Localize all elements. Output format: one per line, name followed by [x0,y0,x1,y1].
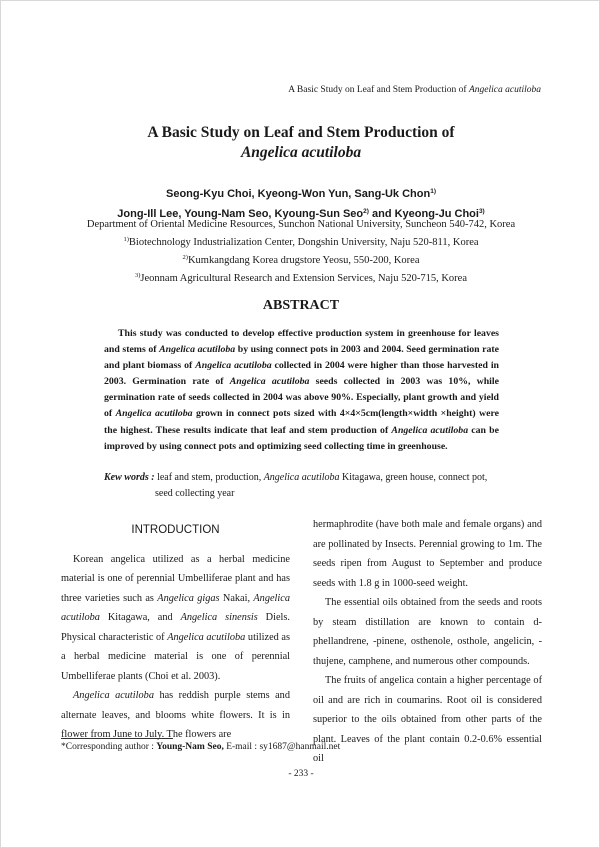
running-head: A Basic Study on Leaf and Stem Production of Angelica acutiloba [288,85,541,95]
affiliations [1,217,600,286]
keywords-line-2: seed collecting year [155,488,235,499]
corresponding-author-footnote: *Corresponding author : Young-Nam Seo, E-mail : sy1687@hanmail.net [61,742,341,752]
keywords-line-1: Kew words : leaf and stem, production, Angelica acutiloba Kitagawa, green house, connect pot, [104,472,488,483]
intro-paragraph-4: The fruits of angelica contain a higher percentage of oil and are rich in coumarins. Root oil is considered superior to the oils obtained from other parts of the plant. Leaves of the plant contain 0.2-0.6% essential oil [313,675,542,764]
affiliation-1: $^{1)}$Biotechnology Industrialization Center, Dongshin University, Naju 520-811, Korea [123,236,479,248]
intro-paragraph-1: Korean angelica utilized as a herbal medicine material is one of perennial Umbelliferae plant and has three varieties such as Angelica gigas Nakai, Angelica acutiloba Kitagawa, and Angelica sinensis Diels. Physical characteristic of Angelica acutiloba utilized as a herbal medicine material is one of perennial Umbelliferae plants (Choi et al. 2003). [61,553,290,682]
affiliation-3: $^{3)}$Jeonnam Agricultural Research and Extension Services, Naju 520-715, Korea [135,272,467,284]
abstract-heading: ABSTRACT [262,298,340,313]
author-line-2: Jong-Ill Lee, Young-Nam Seo, Kyoung-Sun Seo$^{2)}$ and Kyeong-Ju Choi$^{3)}$ [117,208,485,220]
section-heading-introduction: INTRODUCTION [131,524,220,536]
body-column-left [61,515,290,745]
footnote-rule [61,738,173,739]
page-number: - 233 - [288,769,314,779]
keywords [104,470,524,502]
running-head-species: Angelica acutiloba [468,85,541,95]
body-column-right [313,515,542,769]
author-line-1: Seong-Kyu Choi, Kyeong-Won Yun, Sang-Uk Chon$^{1)}$ [166,188,436,200]
keywords-label: Kew words : [104,472,155,483]
intro-paragraph-2: Angelica acutiloba has reddish purple stems and alternate leaves, and blooms white flowers. It is in flower from June to July. The flowers are [61,690,290,740]
abstract-body: This study was conducted to develop effective production system in greenhouse for leaves and stems of Angelica acutiloba by using connect pots in 2003 and 2004. Seed germination rate and plant biomass of Angelica acutiloba collected in 2004 were higher than those harvested in 2003. Germination rate of Angelica acutiloba seeds collected in 2003 was 10%, while germination rate of seeds collected in 2004 was above 90%. Especially, plant growth and yield of Angelica acutiloba grown in connect pots sized with 4×4×5cm(length×width ×height) were the highest. These results indicate that leaf and stem production of Angelica acutiloba can be improved by using connect pots and optimizing seed collecting time in greenhouse. [104,328,499,452]
paper-title [1,123,600,163]
affiliation-2: $^{2)}$Kumkangdang Korea drugstore Yeosu, 550-200, Korea [182,254,420,266]
intro-paragraph-2-cont: hermaphrodite (have both male and female organs) and are pollinated by Insects. Perennial growing to 1m. The seeds ripen from August to September and produce seeds with 1.8 g in 1000-seed weight. [313,519,542,589]
affiliation-main: Department of Oriental Medicine Resources, Sunchon National University, Suncheon 540-742, Korea [86,219,516,230]
title-line-1: A Basic Study on Leaf and Stem Production of [147,124,455,141]
title-line-2: Angelica acutiloba [240,144,362,161]
intro-paragraph-3: The essential oils obtained from the seeds and roots by steam distillation are known to contain d-phellandrene, -pinene, osthenole, osthole, angelicin, -thujene, camphene, and numerous other compounds. [313,597,542,667]
